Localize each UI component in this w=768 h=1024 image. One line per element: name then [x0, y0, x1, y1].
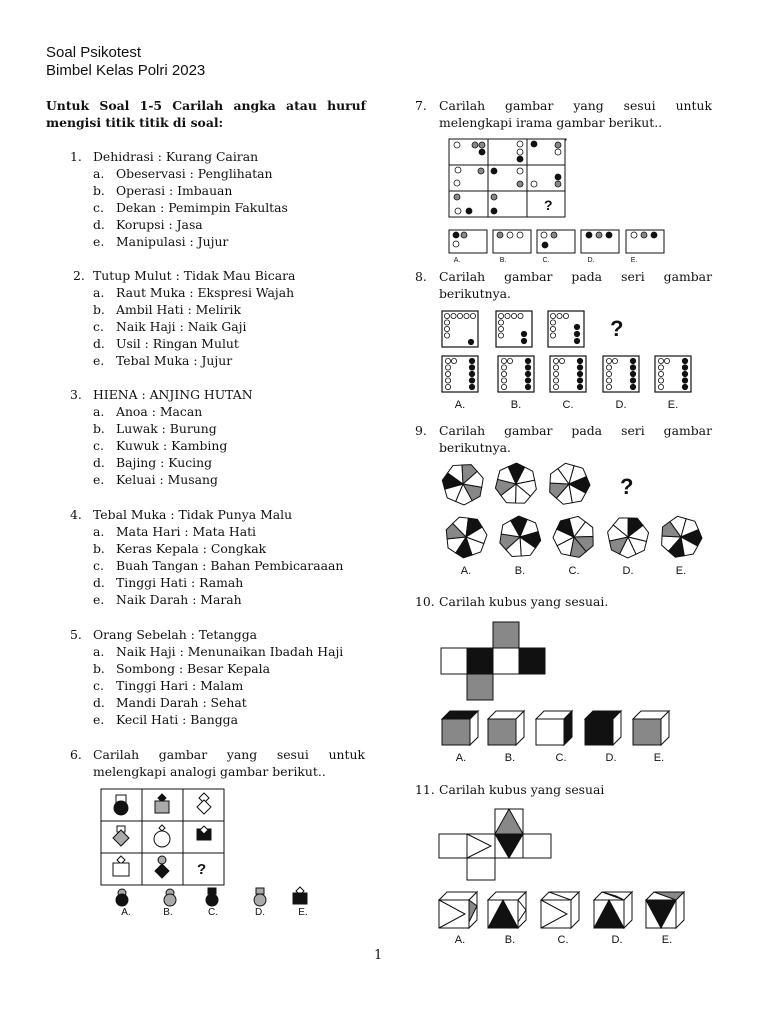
q6-text-line1: Carilah gambar yang sesui untuk [93, 747, 365, 762]
q11-answer-b[interactable]: B. [504, 934, 516, 946]
q10-answer-cubes [442, 711, 669, 745]
q3-option-letter: e. [93, 472, 105, 487]
q2-option-letter: d. [93, 336, 105, 351]
question-mark: ? [610, 316, 624, 341]
q1-option-d[interactable]: Korupsi : Jasa [116, 217, 203, 232]
q10-cube-b [488, 711, 524, 745]
q8-answer-e[interactable]: E. [667, 399, 679, 411]
q11-answer-e[interactable]: E. [661, 934, 673, 946]
q1-option-letter: e. [93, 234, 105, 249]
q10-answer-c[interactable]: C. [555, 752, 567, 764]
q8-answer-d[interactable]: D. [615, 399, 627, 411]
q11-answer-a[interactable]: A. [454, 934, 466, 946]
q9-answer-e[interactable]: E. [675, 565, 687, 577]
q1-option-a[interactable]: Obeservasi : Penglihatan [116, 166, 273, 181]
q11-cube-e [646, 892, 684, 928]
q2-option-letter: a. [93, 285, 105, 300]
instructions: Untuk Soal 1-5 Carilah angka atau huruf mengisi titik titik di soal: [46, 98, 366, 130]
q11-cube-net-figure [436, 806, 686, 948]
q7-answer-e[interactable]: E. [630, 257, 638, 264]
q7-answer-c[interactable]: C. [542, 257, 550, 264]
q3-option-c[interactable]: Kuwuk : Kambing [116, 438, 228, 453]
q4-option-d[interactable]: Tinggi Hati : Ramah [116, 575, 244, 590]
page-number: 1 [374, 948, 383, 963]
q11-cube-d [594, 892, 632, 928]
q4-option-c[interactable]: Buah Tangan : Bahan Pembicaraaan [116, 558, 344, 573]
q9-series-figure [440, 462, 710, 580]
q2-option-letter: e. [93, 353, 105, 368]
q6-answer-b[interactable]: B. [163, 907, 173, 918]
q9-series-wheel [439, 460, 486, 507]
q5-option-c[interactable]: Tinggi Hari : Malam [116, 678, 244, 693]
q1-option-letter: a. [93, 166, 105, 181]
q10-cube-c [536, 711, 572, 745]
q10-text: Carilah kubus yang sesuai. [439, 594, 609, 609]
shape-diamond-diamond [197, 793, 211, 814]
q1-option-b[interactable]: Operasi : Imbauan [116, 183, 233, 198]
q7-rhythm-figure [448, 138, 670, 266]
q2-option-letter: b. [93, 302, 105, 317]
q11-answer-d[interactable]: D. [611, 934, 623, 946]
q8-number: 8. [415, 269, 427, 284]
q4-option-letter: a. [93, 524, 105, 539]
q9-answer-d[interactable]: D. [622, 565, 634, 577]
q2-option-e[interactable]: Tebal Muka : Jujur [116, 353, 233, 368]
q10-cube-d [585, 711, 621, 745]
shape-diamond-square [155, 794, 169, 813]
q4-number: 4. [70, 507, 82, 522]
q7-text-line1: Carilah gambar yang sesui untuk [439, 98, 712, 113]
q11-cube-c [541, 892, 579, 928]
q5-title: Orang Sebelah : Tetangga [93, 627, 258, 642]
q1-option-letter: b. [93, 183, 105, 198]
q3-option-d[interactable]: Bajing : Kucing [116, 455, 213, 470]
q10-cube-a [442, 711, 478, 745]
q6-answer-d[interactable]: D. [255, 907, 265, 918]
q5-option-a[interactable]: Naik Haji : Menunaikan Ibadah Haji [116, 644, 344, 659]
q9-number: 9. [415, 423, 427, 438]
q8-answer-a[interactable]: A. [454, 399, 466, 411]
q11-cube-b [488, 892, 526, 928]
q5-option-letter: e. [93, 712, 105, 727]
q9-answer-c[interactable]: C. [568, 565, 580, 577]
q4-option-b[interactable]: Keras Kepala : Congkak [116, 541, 267, 556]
q9-answer-wheel [601, 509, 655, 563]
q6-answer-options [116, 887, 307, 906]
q5-option-letter: b. [93, 661, 105, 676]
doc-title: Soal Psikotest [46, 44, 142, 61]
q5-option-b[interactable]: Sombong : Besar Kepala [116, 661, 271, 676]
q7-text-line2: melengkapi irama gambar berikut.. [439, 115, 663, 130]
q4-option-a[interactable]: Mata Hari : Mata Hati [116, 524, 257, 539]
q6-answer-c[interactable]: C. [208, 907, 218, 918]
q9-answer-a[interactable]: A. [460, 565, 472, 577]
q1-number: 1. [70, 149, 82, 164]
q3-option-letter: a. [93, 404, 105, 419]
q9-series-wheel [545, 460, 592, 507]
question-mark: ? [197, 861, 207, 878]
q6-answer-e[interactable]: E. [298, 907, 308, 918]
q9-series-wheel [487, 455, 544, 512]
q5-number: 5. [70, 627, 82, 642]
doc-subtitle: Bimbel Kelas Polri 2023 [46, 62, 206, 79]
q6-analogy-figure [100, 788, 308, 920]
shape-circle-square [114, 795, 128, 815]
q3-option-letter: b. [93, 421, 105, 436]
q1-option-c[interactable]: Dekan : Pemimpin Fakultas [116, 200, 288, 215]
q8-text-line2: berikutnya. [439, 286, 511, 301]
q4-option-letter: d. [93, 575, 105, 590]
q4-option-letter: e. [93, 592, 105, 607]
q3-option-b[interactable]: Luwak : Burung [116, 421, 217, 436]
q4-title: Tebal Muka : Tidak Punya Malu [93, 507, 293, 522]
q6-text-line2: melengkapi analogi gambar berikut.. [93, 764, 326, 779]
q9-answer-wheel [491, 508, 547, 564]
q5-option-letter: a. [93, 644, 105, 659]
q4-option-letter: b. [93, 541, 105, 556]
q11-text: Carilah kubus yang sesuai [439, 782, 605, 797]
q3-title: HIENA : ANJING HUTAN [93, 387, 253, 402]
q6-answer-a[interactable]: A. [121, 907, 131, 918]
q2-option-b[interactable]: Ambil Hati : Melirik [116, 302, 242, 317]
q8-text-line1: Carilah gambar pada seri gambar [439, 269, 712, 284]
q4-option-letter: c. [93, 558, 104, 573]
q10-number: 10. [415, 594, 435, 609]
q1-option-letter: c. [93, 200, 104, 215]
q4-option-e[interactable]: Naik Darah : Marah [116, 592, 242, 607]
q5-option-d[interactable]: Mandi Darah : Sehat [116, 695, 247, 710]
q7-answer-a[interactable]: A. [453, 257, 461, 264]
q5-option-e[interactable]: Kecil Hati : Bangga [116, 712, 238, 727]
q3-option-e[interactable]: Keluai : Musang [116, 472, 218, 487]
q7-answer-d[interactable]: D. [587, 257, 595, 264]
q9-text-line1: Carilah gambar pada seri gambar [439, 423, 712, 438]
q8-answer-b[interactable]: B. [510, 399, 522, 411]
q7-number: 7. [415, 98, 427, 113]
q8-answer-c[interactable]: C. [562, 399, 574, 411]
q5-option-letter: c. [93, 678, 104, 693]
q11-number: 11. [415, 782, 435, 797]
q8-series-figure [440, 308, 700, 414]
q9-answer-b[interactable]: B. [514, 565, 526, 577]
q3-number: 3. [70, 387, 82, 402]
q11-answer-c[interactable]: C. [557, 934, 569, 946]
q10-answer-b[interactable]: B. [504, 752, 516, 764]
q7-answer-b[interactable]: B. [499, 257, 507, 264]
q11-answer-cubes [439, 892, 684, 928]
q2-option-a[interactable]: Raut Muka : Ekspresi Wajah [116, 285, 295, 300]
q2-title: Tutup Mulut : Tidak Mau Bicara [93, 268, 296, 283]
q10-answer-e[interactable]: E. [653, 752, 665, 764]
q9-answer-wheel [545, 508, 602, 565]
q10-answer-a[interactable]: A. [455, 752, 467, 764]
q9-text-line2: berikutnya. [439, 440, 511, 455]
question-mark: ? [620, 474, 634, 499]
q11-cube-a [439, 892, 477, 928]
q10-cube-e [633, 711, 669, 745]
q2-number: 2. [73, 268, 85, 283]
q5-option-letter: d. [93, 695, 105, 710]
q3-option-letter: c. [93, 438, 104, 453]
q2-option-d[interactable]: Usil : Ringan Mulut [116, 336, 239, 351]
q1-title: Dehidrasi : Kurang Cairan [93, 149, 259, 164]
q3-option-letter: d. [93, 455, 105, 470]
q2-option-c[interactable]: Naik Haji : Naik Gaji [116, 319, 247, 334]
q6-number: 6. [70, 747, 82, 762]
question-mark: ? [544, 197, 553, 213]
q9-answer-wheel [439, 511, 491, 563]
q1-option-e[interactable]: Manipulasi : Jujur [116, 234, 229, 249]
q10-answer-d[interactable]: D. [605, 752, 617, 764]
q10-cube-net-figure [440, 620, 680, 766]
q1-option-letter: d. [93, 217, 105, 232]
q3-option-a[interactable]: Anoa : Macan [116, 404, 203, 419]
q2-option-letter: c. [93, 319, 104, 334]
q9-answer-wheel [657, 513, 704, 560]
